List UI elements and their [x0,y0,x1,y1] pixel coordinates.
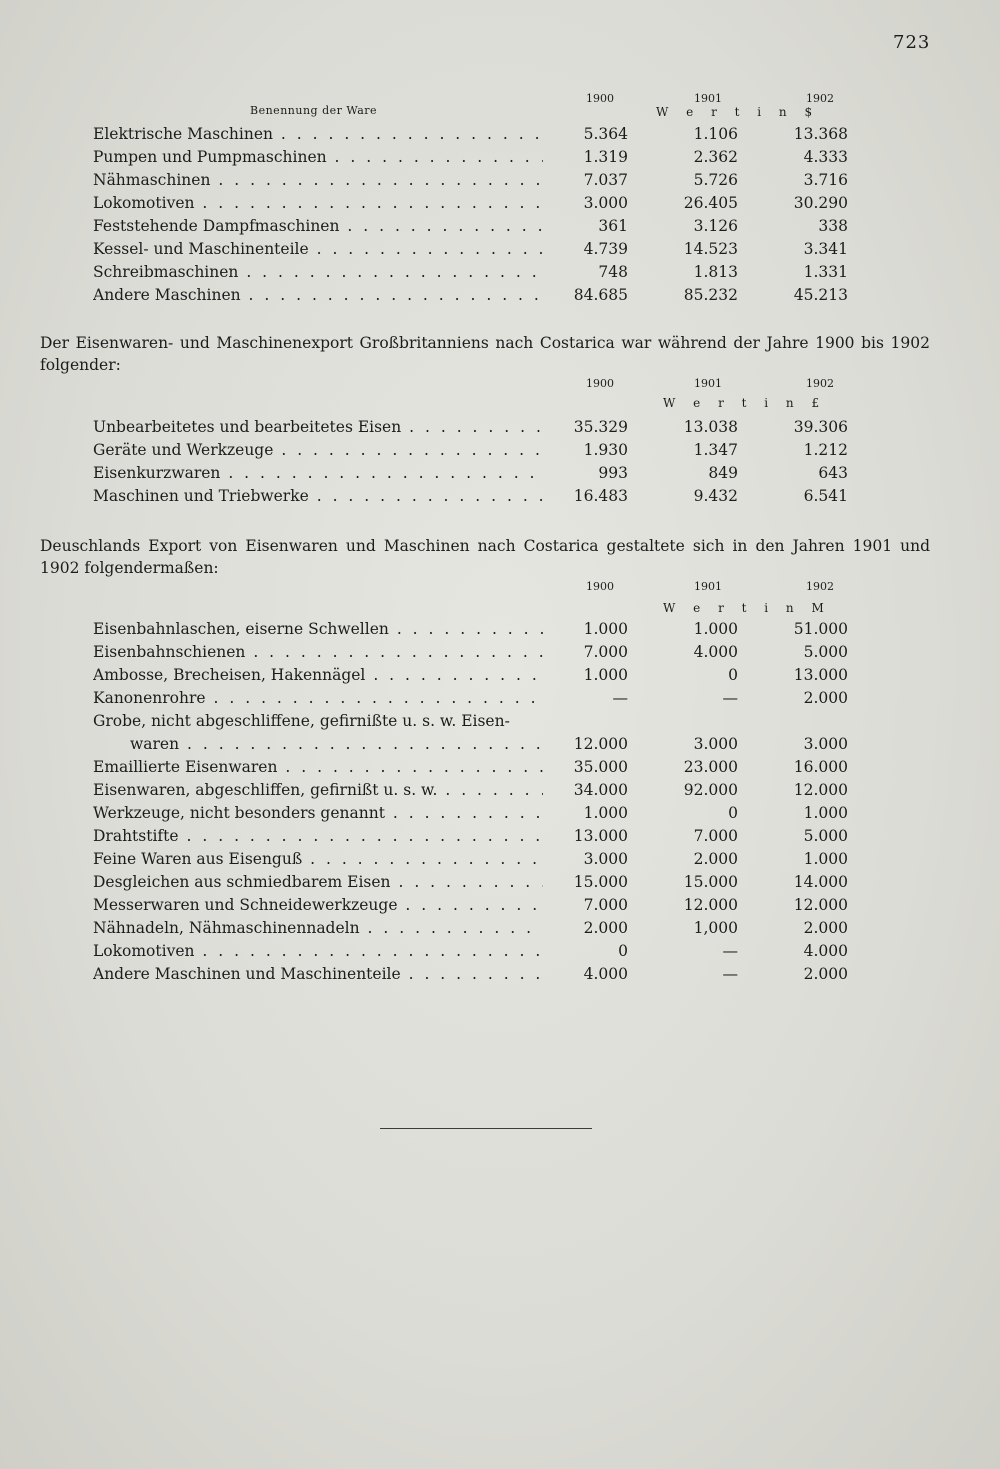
table1-year-1900: 1900 [586,92,614,105]
value-1901: — [722,965,738,983]
value-1900: 4.739 [583,240,628,258]
value-1900: 3.000 [583,194,628,212]
value-1902: 3.341 [803,240,848,258]
row-label: Andere Maschinen . . . [93,286,543,304]
table-row [93,896,853,918]
row-label: Drahtstifte . . . [93,827,543,845]
table-row [93,666,853,688]
value-1900: 35.000 [573,758,628,776]
value-1900: 1.000 [583,620,628,638]
table-row [93,735,853,757]
table-row [93,286,853,308]
value-1900: 0 [618,942,628,960]
value-1900: 748 [598,263,628,281]
value-1900: 15.000 [573,873,628,891]
value-1902: 643 [818,464,848,482]
table1-column-header: Benennung der Ware [250,104,378,117]
table2-year-1902: 1902 [806,377,834,390]
value-1900: 361 [598,217,628,235]
value-1902: 3.000 [803,735,848,753]
row-label: waren . . . [130,735,543,753]
row-label: Elektrische Maschinen . . . [93,125,543,143]
table-row [93,441,853,463]
value-1900: 7.037 [583,171,628,189]
value-1901: 1.106 [693,125,738,143]
section-divider [380,1128,592,1129]
value-1902: 1.000 [803,804,848,822]
row-label: Feststehende Dampfmaschinen . . . [93,217,543,235]
value-1902: 4.333 [803,148,848,166]
table-row [93,965,853,987]
value-1900: 35.329 [573,418,628,436]
value-1902: 45.213 [793,286,848,304]
value-1901: 92.000 [683,781,738,799]
value-1902: 6.541 [803,487,848,505]
row-label: Unbearbeitetes und bearbeitetes Eisen . . . [93,418,543,436]
row-label: Lokomotiven . . . [93,194,543,212]
value-1901: 26.405 [683,194,738,212]
value-1902: 3.716 [803,171,848,189]
value-1901: 849 [708,464,738,482]
table3-year-1900: 1900 [586,580,614,593]
value-1901: 23.000 [683,758,738,776]
value-1900: 7.000 [583,896,628,914]
row-label: Feine Waren aus Eisenguß . . . [93,850,543,868]
value-1902: 13.000 [793,666,848,684]
row-label: Geräte und Werkzeuge . . . [93,441,543,459]
table-row [93,263,853,285]
value-1900: 34.000 [573,781,628,799]
table-row [93,148,853,170]
row-label: Maschinen und Triebwerke . . . [93,487,543,505]
row-label: Messerwaren und Schneidewerkzeuge . . . [93,896,543,914]
value-1900: 993 [598,464,628,482]
value-1900: 2.000 [583,919,628,937]
value-1901: 13.038 [683,418,738,436]
value-1901: 2.000 [693,850,738,868]
row-label: Eisenbahnlaschen, eiserne Schwellen . . . [93,620,543,638]
row-label: Pumpen und Pumpmaschinen . . . [93,148,543,166]
table-row [93,240,853,262]
value-1901: 9.432 [693,487,738,505]
row-label: Eisenbahnschienen . . . [93,643,543,661]
row-label: Eisenkurzwaren . . . [93,464,543,482]
table-row [93,487,853,509]
table-row [93,804,853,826]
table2-year-1901: 1901 [694,377,722,390]
row-label: Schreibmaschinen . . . [93,263,543,281]
table-row [93,464,853,486]
value-1901: 1.000 [693,620,738,638]
row-label: Ambosse, Brecheisen, Hakennägel . . . [93,666,543,684]
value-1901: 1,000 [693,919,738,937]
row-label: Werkzeuge, nicht besonders genannt . . . [93,804,543,822]
value-1900: 13.000 [573,827,628,845]
paragraph-great-britain: Der Eisenwaren- und Maschinenexport Großbritanniens nach Costarica war während der Jahre 1900 bis 1902 folgender: [40,334,930,374]
value-1902: 16.000 [793,758,848,776]
table-row [93,620,853,642]
row-label: Emaillierte Eisenwaren . . . [93,758,543,776]
table-row [93,919,853,941]
value-1902: 1.212 [803,441,848,459]
table-row [93,827,853,849]
table-row [93,712,853,734]
table-row [93,171,853,193]
table1-year-1902: 1902 [806,92,834,105]
value-1902: 2.000 [803,965,848,983]
value-1900: 16.483 [573,487,628,505]
table2-unit: W e r t i n £ [663,396,827,410]
value-1901: — [722,689,738,707]
table3-year-1901: 1901 [694,580,722,593]
value-1901: 14.523 [683,240,738,258]
value-1901: 5.726 [693,171,738,189]
value-1901: 0 [728,804,738,822]
table-row [93,418,853,440]
value-1900: 1.319 [583,148,628,166]
row-label: Nähmaschinen . . . [93,171,543,189]
value-1900: 4.000 [583,965,628,983]
table-row [93,758,853,780]
table-row [93,850,853,872]
value-1901: 1.813 [693,263,738,281]
value-1901: 3.126 [693,217,738,235]
value-1901: 4.000 [693,643,738,661]
table1-year-1901: 1901 [694,92,722,105]
value-1900: 7.000 [583,643,628,661]
value-1901: 85.232 [683,286,738,304]
value-1902: 5.000 [803,643,848,661]
row-label: Lokomotiven . . . [93,942,543,960]
table-row [93,781,853,803]
table2-year-1900: 1900 [586,377,614,390]
value-1901: 12.000 [683,896,738,914]
value-1901: 7.000 [693,827,738,845]
value-1900: 12.000 [573,735,628,753]
value-1901: 0 [728,666,738,684]
value-1902: 51.000 [793,620,848,638]
value-1900: 1.000 [583,666,628,684]
row-label: Desgleichen aus schmiedbarem Eisen . . . [93,873,543,891]
value-1902: 30.290 [793,194,848,212]
row-label: Nähnadeln, Nähmaschinennadeln . . . [93,919,543,937]
row-label: Eisenwaren, abgeschliffen, gefirnißt u. s. w. . . . [93,781,543,799]
table1-unit: W e r t i n $ [656,105,820,119]
value-1902: 338 [818,217,848,235]
value-1901: 1.347 [693,441,738,459]
value-1900: — [612,689,628,707]
row-label: Andere Maschinen und Maschinenteile . . . [93,965,543,983]
table-row [93,194,853,216]
paragraph-germany: Deuschlands Export von Eisenwaren und Maschinen nach Costarica gestaltete sich in den Jahren 1901 und 1902 folgendermaßen: [40,537,930,577]
table-row [93,873,853,895]
value-1902: 12.000 [793,781,848,799]
row-label: Kanonenrohre . . . [93,689,543,707]
table3-year-1902: 1902 [806,580,834,593]
value-1902: 13.368 [793,125,848,143]
value-1902: 2.000 [803,919,848,937]
value-1902: 1.331 [803,263,848,281]
value-1902: 39.306 [793,418,848,436]
value-1900: 1.000 [583,804,628,822]
value-1901: 3.000 [693,735,738,753]
table-row [93,942,853,964]
value-1901: 2.362 [693,148,738,166]
value-1900: 1.930 [583,441,628,459]
value-1902: 5.000 [803,827,848,845]
table-row [93,689,853,711]
row-label: Grobe, nicht abgeschliffene, gefirnißte u. s. w. Eisen- [93,712,510,730]
table-row [93,643,853,665]
value-1900: 84.685 [573,286,628,304]
value-1901: — [722,942,738,960]
table-row [93,217,853,239]
value-1902: 2.000 [803,689,848,707]
table3-unit: W e r t i n M [663,601,831,615]
value-1902: 12.000 [793,896,848,914]
page-number: 723 [893,32,931,53]
value-1902: 14.000 [793,873,848,891]
value-1901: 15.000 [683,873,738,891]
value-1902: 4.000 [803,942,848,960]
value-1900: 5.364 [583,125,628,143]
table-row [93,125,853,147]
value-1902: 1.000 [803,850,848,868]
value-1900: 3.000 [583,850,628,868]
row-label: Kessel- und Maschinenteile . . . [93,240,543,258]
